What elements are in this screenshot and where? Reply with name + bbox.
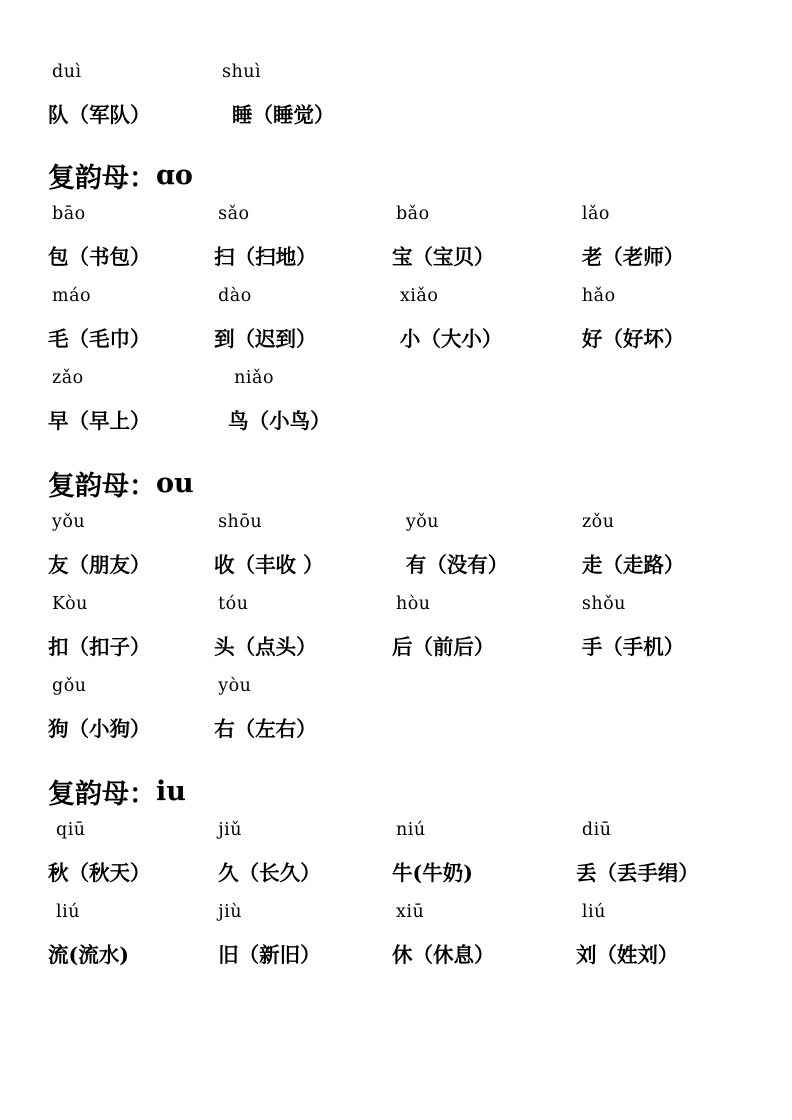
pinyin-row — [48, 204, 744, 240]
pinyin-cell: shōu — [218, 512, 263, 532]
pinyin-row — [48, 512, 744, 548]
word-cell: 宝（宝贝） — [391, 245, 495, 269]
pinyin-cell: bāo — [52, 204, 86, 224]
word-row — [48, 856, 744, 902]
word-cell: 丢（丢手绢） — [575, 861, 699, 885]
pinyin-cell: zǎo — [52, 368, 84, 388]
word-row — [48, 548, 744, 594]
word-cell: 扫（扫地） — [214, 245, 317, 269]
pinyin-cell: máo — [52, 286, 92, 306]
pinyin-cell: lǎo — [581, 204, 610, 224]
pinyin-cell: xiǎo — [399, 286, 439, 306]
word-cell: 刘（姓刘） — [575, 943, 679, 967]
word-cell: 扣（扣子） — [48, 635, 151, 659]
pinyin-row — [48, 368, 744, 404]
pinyin-cell: niú — [396, 820, 426, 840]
pinyin-cell: zǒu — [581, 512, 615, 532]
word-cell: 收（丰收 ） — [214, 553, 324, 577]
word-cell: 老（老师） — [581, 245, 685, 269]
pinyin-cell: jiǔ — [218, 820, 242, 840]
pinyin-row — [48, 820, 744, 856]
word-row — [48, 404, 744, 450]
pinyin-cell: yòu — [218, 676, 252, 696]
pinyin-cell: Kòu — [52, 594, 88, 614]
word-row — [48, 240, 744, 286]
pinyin-cell: xiū — [396, 902, 425, 922]
section-heading-label: 复韵母： — [48, 778, 156, 810]
pinyin-row — [48, 286, 744, 322]
section-heading-label: 复韵母： — [48, 470, 156, 502]
word-cell: 后（前后） — [391, 635, 495, 659]
pinyin-cell: diū — [581, 820, 612, 840]
pinyin-cell: dào — [218, 286, 252, 306]
pinyin-cell: sǎo — [218, 204, 250, 224]
word-cell: 狗（小狗） — [48, 717, 151, 741]
pinyin-row — [48, 62, 744, 98]
word-cell: 毛（毛巾） — [48, 327, 151, 351]
section-rows — [48, 204, 744, 450]
word-cell: 小（大小） — [399, 327, 503, 351]
pinyin-cell: jiù — [218, 902, 242, 922]
pinyin-cell: liú — [56, 902, 80, 922]
word-cell: 鸟（小鸟） — [228, 409, 331, 433]
pinyin-row — [48, 902, 744, 938]
pinyin-cell: tóu — [218, 594, 249, 614]
pinyin-cell: shǒu — [581, 594, 626, 614]
word-row — [48, 938, 744, 984]
word-row — [48, 630, 744, 676]
word-cell: 到（迟到） — [214, 327, 317, 351]
word-cell: 流(流水) — [48, 943, 129, 967]
word-cell: 友（朋友） — [48, 553, 151, 577]
word-row — [48, 712, 744, 758]
pinyin-cell: hǎo — [581, 286, 616, 306]
section-heading — [48, 766, 744, 816]
word-cell: 好（好坏） — [581, 327, 685, 351]
pinyin-row — [48, 594, 744, 630]
pinyin-cell: liú — [581, 902, 606, 922]
section-heading — [48, 150, 744, 200]
word-row — [48, 322, 744, 368]
pinyin-cell: shuì — [222, 62, 262, 82]
word-cell: 头（点头） — [214, 635, 317, 659]
section-heading-label: 复韵母： — [48, 162, 156, 194]
section-heading — [48, 458, 744, 508]
word-cell: 旧（新旧） — [218, 943, 321, 967]
pinyin-cell: qiū — [56, 820, 86, 840]
pinyin-cell: bǎo — [395, 204, 430, 224]
pinyin-row — [48, 676, 744, 712]
section-heading-vowels: iu — [156, 775, 186, 807]
pinyin-cell: niǎo — [234, 368, 274, 388]
word-cell: 包（书包） — [48, 245, 151, 269]
word-cell: 手（手机） — [581, 635, 685, 659]
word-cell: 睡（睡觉） — [232, 103, 335, 127]
word-cell: 队（军队） — [48, 103, 151, 127]
word-cell: 右（左右） — [214, 717, 317, 741]
word-cell: 早（早上） — [48, 409, 151, 433]
word-cell: 有（没有） — [405, 553, 509, 577]
word-cell: 走（走路） — [581, 553, 685, 577]
section-heading-vowels: ɑo — [156, 159, 193, 191]
pinyin-cell: gǒu — [52, 676, 87, 696]
word-cell: 久（长久） — [218, 861, 321, 885]
pinyin-cell: yǒu — [405, 512, 440, 532]
word-row — [48, 98, 744, 144]
word-cell: 休（休息） — [392, 943, 495, 967]
section-rows — [48, 512, 744, 758]
pinyin-cell: hòu — [395, 594, 431, 614]
pinyin-cell: yǒu — [52, 512, 86, 532]
word-cell: 牛(牛奶) — [392, 861, 473, 885]
pinyin-word-group-top — [48, 62, 744, 144]
section-rows — [48, 820, 744, 984]
pinyin-cell: duì — [52, 62, 82, 82]
word-cell: 秋（秋天） — [48, 861, 151, 885]
section-heading-vowels: ou — [156, 467, 194, 499]
